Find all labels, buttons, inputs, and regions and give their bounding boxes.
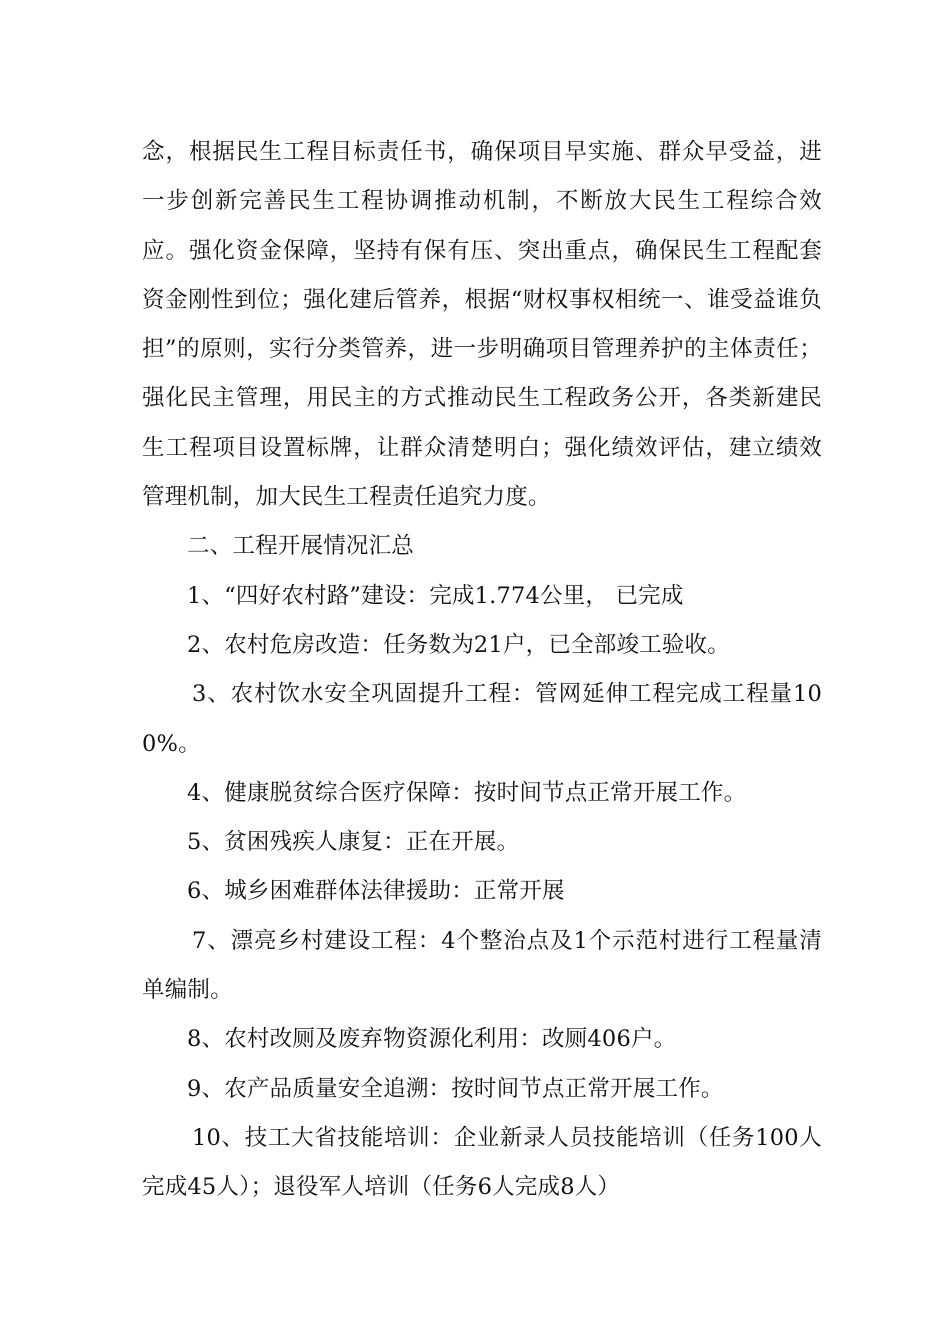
- list-item: 5、贫困残疾人康复：正在开展。: [187, 829, 520, 856]
- list-item: 6、城乡困难群体法律援助：正常开展: [187, 878, 565, 905]
- section-heading: 二、工程开展情况汇总: [187, 533, 415, 560]
- document-body: [142, 128, 822, 1213]
- intro-paragraph: 念，根据民生工程目标责任书，确保项目早实施、群众早受益，进一步创新完善民生工程协调推动机制，不断放大民生工程综合效应。强化资金保障，坚持有保有压、突出重点，确保民生工程配套资金刚性到位；强化建后管养，根据“财权事权相统一、谁受益谁负担”的原则，实行分类管养，进一步明确项目管理养护的主体责任；强化民主管理，用民主的方式推动民生工程政务公开，各类新建民生工程项目设置标牌，让群众清楚明白；强化绩效评估，建立绩效管理机制，加大民生工程责任追究力度。: [142, 139, 822, 511]
- list-item: 10、技工大省技能培训：企业新录人员技能培训（任务100人完成45人）；退役军人培训（任务6人完成8人）: [142, 1124, 822, 1201]
- list-item: 1、“四好农村路”建设：完成1.774公里， 已完成: [187, 582, 684, 609]
- list-item: 7、漂亮乡村建设工程：4个整治点及1个示范村进行工程量清单编制。: [142, 927, 822, 1004]
- list-item: 8、农村改厕及废弃物资源化利用：改厕406户。: [187, 1026, 677, 1053]
- list-item: 3、农村饮水安全巩固提升工程：管网延伸工程完成工程量100%。: [142, 681, 822, 757]
- list-item: 9、农产品质量安全追溯：按时间节点正常开展工作。: [187, 1075, 724, 1102]
- list-item: 2、农村危房改造：任务数为21户，已全部竣工验收。: [187, 631, 730, 658]
- list-item: 4、健康脱贫综合医疗保障：按时间节点正常开展工作。: [187, 779, 747, 806]
